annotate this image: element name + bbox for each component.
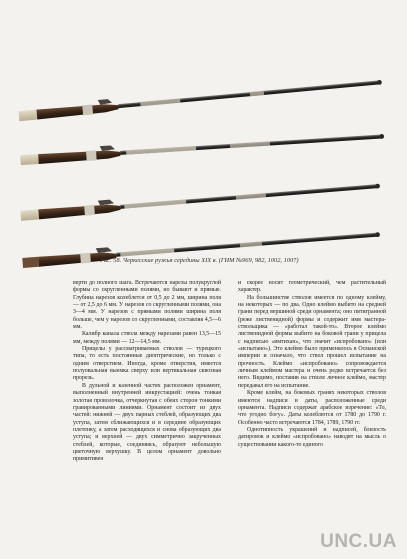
right-column	[238, 280, 386, 449]
rifle-4-muzzle-band	[240, 241, 262, 247]
rifle-4-butt-cap	[22, 257, 39, 268]
rifles-illustration	[0, 56, 407, 270]
rifle-2	[20, 128, 385, 165]
rifle-2-butt-cap	[20, 154, 39, 165]
paragraph: верти до полного шага. Встречаются нарезы полукруглой формы со скругленными полями, но бывают и прямые. Глубина нарезов колеблется от 0,5 до 2 мм, ширина поля — от 2,5 до 6 мм. У нарезов со скругленными полями, она 3—4 мм. У нарезов с прямыми полями ширина поля больше, чем у нарезов со скругленными, составляя 4,5—6 мм.	[73, 280, 221, 331]
left-column	[73, 280, 221, 464]
rifle-1-stock	[36, 102, 119, 119]
rifles-figure	[0, 56, 407, 270]
rifle-2-lock	[100, 145, 115, 151]
paragraph: Калибр канала ствола между нарезами равен 13,5—15 мм, между полями — 12—14,5 мм.	[73, 331, 221, 345]
rifle-1-barrel-inlay	[140, 98, 180, 106]
paragraph: Однотипность украшений и надписей, близость датировок и клеймо «испробовано» наводят на мысль о существовании какого-то единого	[238, 426, 386, 448]
watermark-logo: UNC.UA	[320, 531, 397, 552]
paragraph: В дульной и казенной частях расположен орнамент, выполненный внутренней инкрустацией: очень тонкая золотая проволочка, отчеркнутая с обеих сторон тонкими гравированными линиями. Орнамент состоит из двух частей: нижней — двух парных стеблей, образующих два уступа, затем сближающихся и в середине образующих плетенку, а затем расходящихся и снова образующих два уступа; и верхней — двух симметрично закрученных стеблей, которые, соединяясь, образуют небольшую цветочную верхушку. В целом орнамент довольно примитивен	[73, 382, 221, 463]
rifle-1-lock	[98, 99, 112, 105]
rifle-2-silver-band	[86, 150, 97, 161]
rifle-2-muzzle-band	[230, 141, 270, 148]
paragraph: и скорее носит геометрический, чем растительный характер.	[238, 280, 386, 294]
rifle-3-butt-cap	[20, 209, 39, 220]
rifle-3-lock	[98, 199, 114, 205]
rifle-1-muzzle-band	[250, 91, 264, 97]
rifle-3-barrel-inlay	[124, 199, 186, 208]
rifle-4-silver-band	[80, 253, 91, 264]
rifle-3-silver-band	[84, 205, 95, 216]
rifle-2-stock	[38, 149, 120, 164]
rifle-4-barrel-inlay	[120, 248, 174, 257]
rifle-3	[20, 178, 380, 221]
rifle-1-silver-band	[82, 105, 93, 116]
rifle-4-lock	[96, 247, 112, 253]
rifle-1-butt-cap	[19, 110, 38, 122]
paragraph: На большинстве стволов имеется по одному клейму, на некоторых — по два. Одно клеймо выбито на средней грани перед вершиной среди орнамента; оно пятигранной (реже лиственидной) формы и содержит имя мастера-ствольщика — «работал такой-то». Второе клеймо лиственидной формы выбито на боковой грани у прицела с надписью «имтихан», что значит «испробовано» (или «испытано»). Это клеймо было применялось в Османской империи и означало, что ствол прошел испытание на прочность. Клеймо «испробовано» сопровождается личным клеймом мастера и очень редко встречается без него. Видимо, поставив на стволе личное клеймо, мастер передавал его на испытание.	[238, 294, 386, 389]
rifle-1	[18, 74, 382, 121]
figure-caption: Рис. 58. Черкесские ружья середины XIX в. (ГИМ №969, 982, 1002, 1007)	[100, 257, 299, 264]
rifle-3-stock	[38, 203, 121, 220]
rifle-3-muzzle-band	[236, 193, 266, 200]
paragraph: Кроме клейм, на боковых гранях некоторых стволов имеются надписи и даты, расположенные среди орнамента. Надписи содержат арабское изречение: «То, что угодно богу». Даты колеблются от 1780 до 1790 г. Особенно часто встречаются 1784, 1789, 1790 гг.	[238, 390, 386, 426]
paragraph: Прицелы у рассматриваемых стволов — турецкого типа, то есть постоянные диоптрические, но только с одним отверстием. Иногда, кроме отверстия, имеется полуовальная выемка сверху или вертикальная сквозная прорезь.	[73, 346, 221, 382]
rifle-2-barrel-inlay	[126, 146, 196, 155]
